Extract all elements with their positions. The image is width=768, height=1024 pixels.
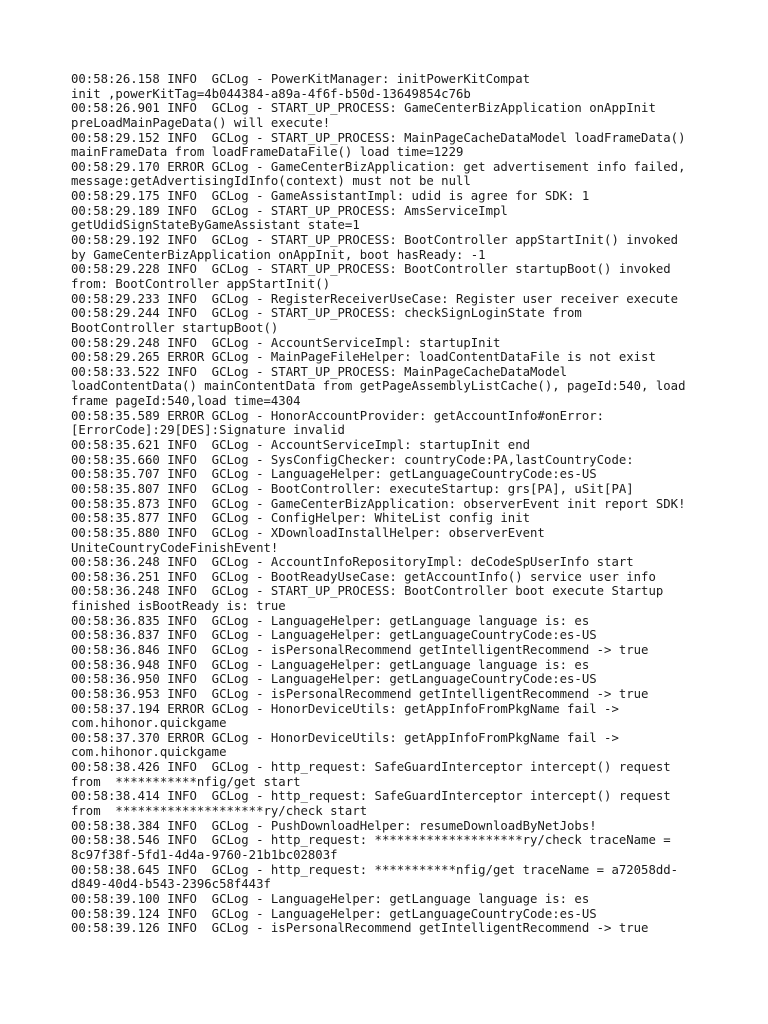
log-line: 00:58:37.194 ERROR GCLog - HonorDeviceUtils: getAppInfoFromPkgName fail -> [71, 701, 619, 716]
log-line: 00:58:39.126 INFO GCLog - isPersonalRecommend getIntelligentRecommend -> true [71, 921, 649, 936]
log-line: d849-40d4-b543-2396c58f443f [71, 877, 271, 892]
log-line: 00:58:38.426 INFO GCLog - http_request: SafeGuardInterceptor intercept() request [71, 760, 671, 775]
log-line: 00:58:38.414 INFO GCLog - http_request: SafeGuardInterceptor intercept() request [71, 789, 671, 804]
log-line: [ErrorCode]:29[DES]:Signature invalid [71, 423, 345, 438]
log-line: message:getAdvertisingIdInfo(context) must not be null [71, 174, 471, 189]
log-line: getUdidSignStateByGameAssistant state=1 [71, 218, 360, 233]
log-line: 00:58:36.948 INFO GCLog - LanguageHelper: getLanguage language is: es [71, 657, 590, 672]
log-line: 00:58:29.192 INFO GCLog - START_UP_PROCESS: BootController appStartInit() invoked [71, 233, 679, 248]
log-line: 00:58:38.546 INFO GCLog - http_request: ********************ry/check traceName = [71, 833, 671, 848]
log-line: finished isBootReady is: true [71, 599, 286, 614]
log-line: 00:58:29.265 ERROR GCLog - MainPageFileHelper: loadContentDataFile is not exist [71, 350, 656, 365]
log-line: BootController startupBoot() [71, 320, 279, 335]
log-line: 00:58:29.244 INFO GCLog - START_UP_PROCESS: checkSignLoginState from [71, 306, 582, 321]
log-line: 00:58:29.189 INFO GCLog - START_UP_PROCESS: AmsServiceImpl [71, 203, 508, 218]
log-line: loadContentData() mainContentData from getPageAssemblyListCache(), pageId:540, load [71, 379, 686, 394]
log-line: 00:58:36.953 INFO GCLog - isPersonalRecommend getIntelligentRecommend -> true [71, 686, 649, 701]
log-line: 00:58:35.880 INFO GCLog - XDownloadInstallHelper: observerEvent [71, 525, 545, 540]
log-line: 00:58:29.233 INFO GCLog - RegisterReceiverUseCase: Register user receiver execute [71, 291, 679, 306]
log-line: 00:58:33.522 INFO GCLog - START_UP_PROCESS: MainPageCacheDataModel [71, 364, 568, 379]
log-line: com.hihonor.quickgame [71, 716, 227, 731]
log-line: frame pageId:540,load time=4304 [71, 394, 301, 409]
log-line: 00:58:39.100 INFO GCLog - LanguageHelper: getLanguage language is: es [71, 891, 590, 906]
log-line: 00:58:29.175 INFO GCLog - GameAssistantImpl: udid is agree for SDK: 1 [71, 189, 590, 204]
log-line: 00:58:35.877 INFO GCLog - ConfigHelper: WhiteList config init [71, 511, 531, 526]
log-line: 00:58:35.807 INFO GCLog - BootController: executeStartup: grs[PA], uSit[PA] [71, 481, 634, 496]
log-line: 00:58:35.707 INFO GCLog - LanguageHelper: getLanguageCountryCode:es-US [71, 467, 597, 482]
log-line: preLoadMainPageData() will execute! [71, 115, 331, 130]
log-line: 00:58:29.170 ERROR GCLog - GameCenterBizApplication: get advertisement info failed, [71, 159, 686, 174]
log-line: 00:58:36.837 INFO GCLog - LanguageHelper: getLanguageCountryCode:es-US [71, 628, 597, 643]
log-line: mainFrameData from loadFrameDataFile() load time=1229 [71, 145, 464, 160]
log-line: 00:58:38.645 INFO GCLog - http_request: ***********nfig/get traceName = a72058dd- [71, 862, 679, 877]
log-line: 00:58:35.621 INFO GCLog - AccountServiceImpl: startupInit end [71, 438, 531, 453]
log-line: com.hihonor.quickgame [71, 745, 227, 760]
log-line: by GameCenterBizApplication onAppInit, boot hasReady: -1 [71, 247, 486, 262]
log-line: 00:58:36.248 INFO GCLog - START_UP_PROCESS: BootController boot execute Startup [71, 584, 664, 599]
log-line: 8c97f38f-5fd1-4d4a-9760-21b1bc02803f [71, 847, 338, 862]
log-line: 00:58:26.901 INFO GCLog - START_UP_PROCESS: GameCenterBizApplication onAppInit [71, 101, 656, 116]
log-line: 00:58:36.251 INFO GCLog - BootReadyUseCase: getAccountInfo() service user info [71, 569, 656, 584]
log-line: init ,powerKitTag=4b044384-a89a-4f6f-b50d-13649854c76b [71, 86, 471, 101]
log-line: 00:58:35.873 INFO GCLog - GameCenterBizApplication: observerEvent init report SDK! [71, 496, 686, 511]
log-line: from ********************ry/check start [71, 804, 368, 819]
log-line: from ***********nfig/get start [71, 774, 301, 789]
log-line: 00:58:26.158 INFO GCLog - PowerKitManager: initPowerKitCompat [71, 72, 531, 86]
log-line: 00:58:37.370 ERROR GCLog - HonorDeviceUtils: getAppInfoFromPkgName fail -> [71, 730, 619, 745]
log-line: 00:58:29.228 INFO GCLog - START_UP_PROCESS: BootController startupBoot() invoked [71, 262, 671, 277]
log-line: 00:58:35.589 ERROR GCLog - HonorAccountProvider: getAccountInfo#onError: [71, 408, 605, 423]
log-line: UniteCountryCodeFinishEvent! [71, 540, 279, 555]
log-line: 00:58:29.152 INFO GCLog - START_UP_PROCESS: MainPageCacheDataModel loadFrameData() [71, 130, 686, 145]
log-line: from: BootController appStartInit() [71, 276, 331, 291]
log-line: 00:58:36.248 INFO GCLog - AccountInfoRepositoryImpl: deCodeSpUserInfo start [71, 555, 634, 570]
log-line: 00:58:36.950 INFO GCLog - LanguageHelper: getLanguageCountryCode:es-US [71, 672, 597, 687]
log-line: 00:58:36.835 INFO GCLog - LanguageHelper: getLanguage language is: es [71, 613, 590, 628]
log-output [71, 72, 711, 936]
log-line: 00:58:35.660 INFO GCLog - SysConfigChecker: countryCode:PA,lastCountryCode: [71, 452, 634, 467]
log-line: 00:58:39.124 INFO GCLog - LanguageHelper: getLanguageCountryCode:es-US [71, 906, 597, 921]
log-line: 00:58:36.846 INFO GCLog - isPersonalRecommend getIntelligentRecommend -> true [71, 642, 649, 657]
log-line: 00:58:38.384 INFO GCLog - PushDownloadHelper: resumeDownloadByNetJobs! [71, 818, 597, 833]
log-line: 00:58:29.248 INFO GCLog - AccountServiceImpl: startupInit [71, 335, 501, 350]
